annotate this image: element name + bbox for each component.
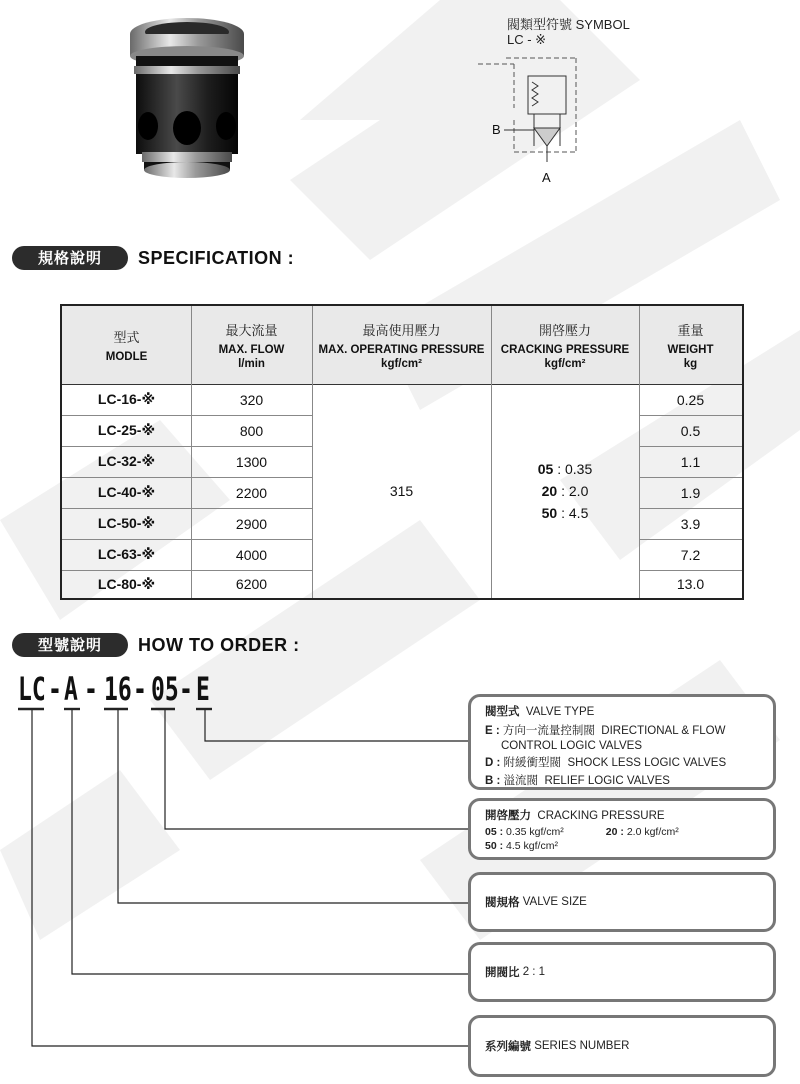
column-header-model: 型式 MODLE bbox=[62, 306, 191, 384]
flow-cell: 320 bbox=[239, 391, 264, 408]
code-part-series: LC bbox=[18, 670, 46, 708]
code-part-size: 16 bbox=[104, 670, 132, 708]
weight-cell: 1.9 bbox=[680, 484, 701, 501]
code-dash: - bbox=[179, 670, 193, 708]
series-number-box: 系列編號 SERIES NUMBER bbox=[468, 1015, 776, 1077]
cracking-pressure-cell: 05 : 0.35 20 : 2.0 50 : 4.5 bbox=[537, 461, 593, 521]
weight-cell: 3.9 bbox=[680, 515, 701, 532]
model-cell: LC-63-※ bbox=[97, 546, 156, 562]
flow-cell: 4000 bbox=[235, 546, 268, 563]
valve-size-box: 閥規格 VALVE SIZE bbox=[468, 872, 776, 932]
column-header-weight: 重量 WEIGHT kg bbox=[639, 306, 742, 384]
column-header-operating-pressure: 最高使用壓力 MAX. OPERATING PRESSURE kgf/cm² bbox=[312, 306, 491, 384]
valve-type-box: 閥型式 VALVE TYPE E : 方向一流量控制閥 DIRECTIONAL & FLOW CONTROL LOGIC VALVES D : 附緩衝型閥 SHOCK LESS LOGIC VALVES B : 溢流閥 RELIEF LOGIC VALVES bbox=[468, 694, 776, 790]
order-badge: 型號說明 bbox=[12, 633, 128, 657]
weight-cell: 1.1 bbox=[680, 453, 701, 470]
code-dash: - bbox=[133, 670, 147, 708]
weight-cell: 7.2 bbox=[680, 546, 701, 563]
max-pressure-cell: 315 bbox=[389, 483, 414, 499]
order-title: HOW TO ORDER : bbox=[138, 635, 300, 655]
weight-cell: 0.25 bbox=[676, 391, 705, 408]
symbol-code: LC - ※ bbox=[507, 32, 547, 47]
column-header-flow: 最大流量 MAX. FLOW l/min bbox=[191, 306, 312, 384]
port-a-label: A bbox=[542, 170, 551, 185]
code-dash: - bbox=[48, 670, 62, 708]
code-part-cracking: 05 bbox=[151, 670, 179, 708]
code-part-ratio: A bbox=[64, 670, 78, 708]
weight-cell: 0.5 bbox=[680, 422, 701, 439]
column-header-cracking-pressure: 開啓壓力 CRACKING PRESSURE kgf/cm² bbox=[491, 306, 639, 384]
model-cell: LC-50-※ bbox=[97, 515, 156, 531]
specification-title: SPECIFICATION : bbox=[138, 248, 295, 268]
model-cell: LC-16-※ bbox=[97, 391, 156, 407]
model-cell: LC-40-※ bbox=[97, 484, 156, 500]
code-part-type: E bbox=[196, 670, 210, 708]
port-b-label: B bbox=[492, 122, 501, 137]
cracking-pressure-box: 開啓壓力 CRACKING PRESSURE 05 : 0.35 kgf/cm² 20 : 2.0 kgf/cm² 50 : 4.5 kgf/cm² bbox=[468, 798, 776, 860]
valve-ratio-box: 開閥比 2 : 1 bbox=[468, 942, 776, 1002]
model-cell: LC-25-※ bbox=[97, 422, 156, 438]
symbol-title: 閥類型符號 SYMBOL bbox=[507, 17, 630, 32]
flow-cell: 6200 bbox=[235, 576, 268, 592]
model-cell: LC-32-※ bbox=[97, 453, 156, 469]
specification-badge: 規格說明 bbox=[12, 246, 128, 270]
flow-cell: 800 bbox=[239, 422, 264, 439]
flow-cell: 2900 bbox=[235, 515, 268, 532]
model-cell: LC-80-※ bbox=[97, 575, 156, 592]
code-dash: - bbox=[84, 670, 98, 708]
weight-cell: 13.0 bbox=[676, 576, 705, 592]
flow-cell: 2200 bbox=[235, 484, 268, 501]
flow-cell: 1300 bbox=[235, 453, 268, 470]
